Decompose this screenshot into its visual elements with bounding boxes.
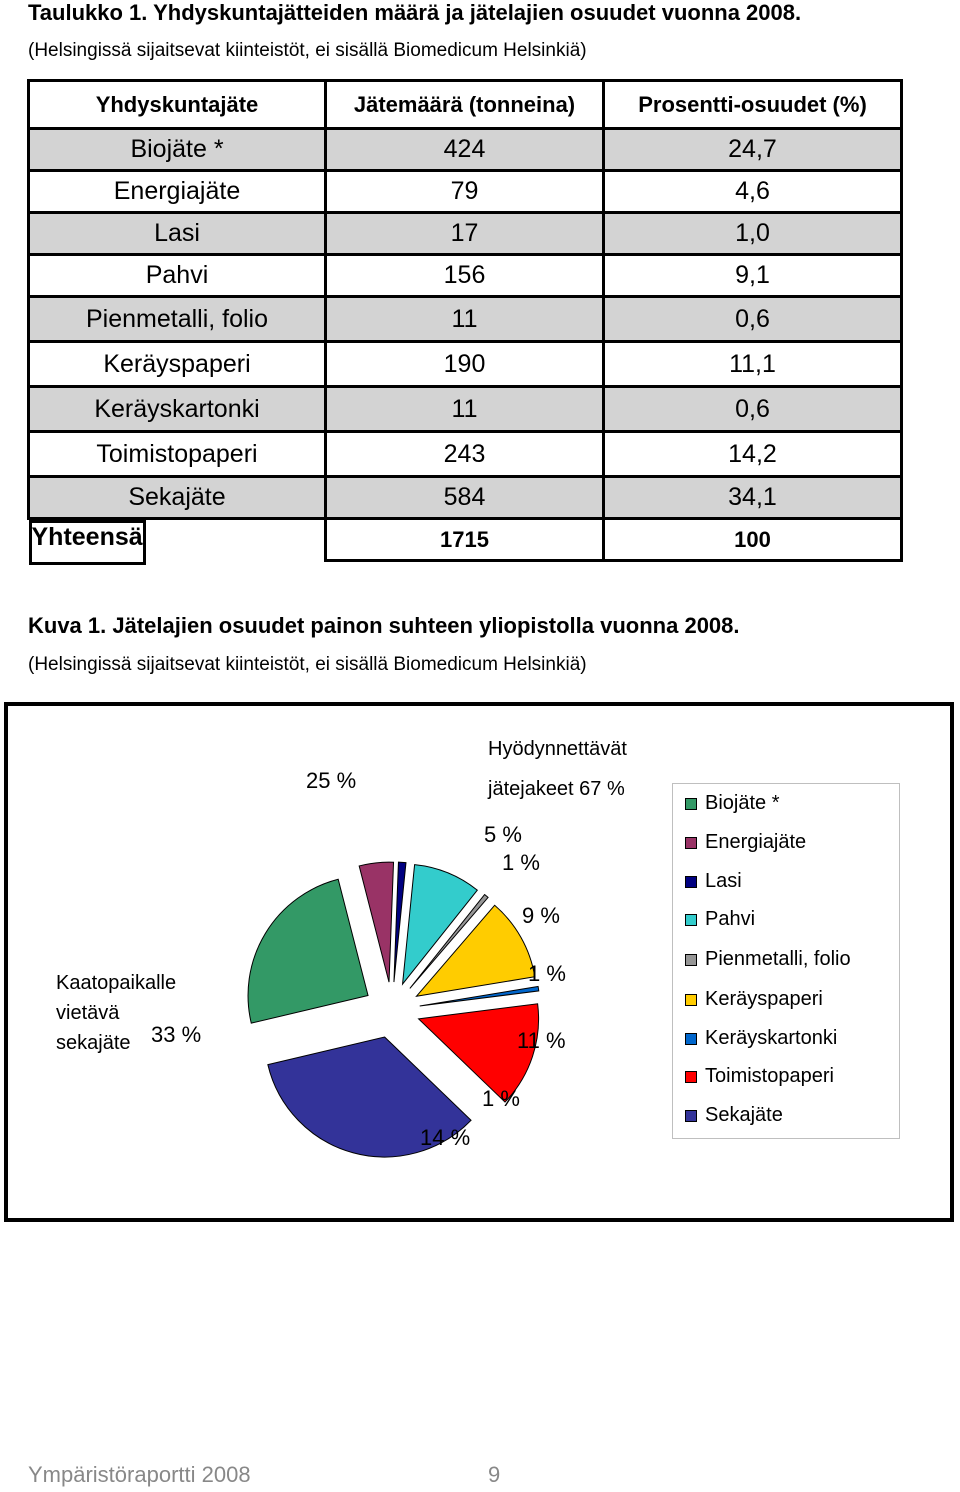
legend-item	[705, 988, 823, 1011]
legend-label: Pahvi	[705, 908, 756, 930]
recyclable-annotation-line1: Hyödynnettävät	[488, 738, 627, 760]
row-name: Keräyspaperi	[29, 342, 326, 387]
row-name: Sekajäte	[29, 477, 326, 519]
row-percent: 11,1	[604, 342, 902, 387]
chart-legend	[672, 783, 900, 1139]
slice-label-pienmetalli: 1 %	[528, 961, 566, 986]
legend-label: Keräyspaperi	[705, 988, 823, 1010]
row-percent: 0,6	[604, 297, 902, 342]
row-tonnes: 243	[326, 432, 604, 477]
column-header: Prosentti-osuudet (%)	[604, 81, 902, 129]
row-name: Toimistopaperi	[29, 432, 326, 477]
total-tonnes: 1715	[326, 519, 604, 561]
row-tonnes: 11	[326, 387, 604, 432]
landfill-annotation-line1: Kaatopaikalle	[56, 972, 177, 994]
row-name: Keräyskartonki	[29, 387, 326, 432]
row-name: Energiajäte	[29, 171, 326, 213]
legend-label: Biojäte *	[705, 792, 780, 814]
figure-subtitle: (Helsingissä sijaitsevat kiinteistöt, ei sisällä Biomedicum Helsinkiä)	[28, 654, 587, 675]
row-name: Pienmetalli, folio	[29, 297, 326, 342]
row-percent: 9,1	[604, 255, 902, 297]
row-tonnes: 17	[326, 213, 604, 255]
slice-label-lasi: 1 %	[502, 850, 540, 875]
row-percent: 24,7	[604, 129, 902, 171]
row-percent: 0,6	[604, 387, 902, 432]
table-subtitle: (Helsingissä sijaitsevat kiinteistöt, ei sisällä Biomedicum Helsinkiä)	[28, 40, 587, 61]
legend-swatch	[685, 837, 697, 849]
footer-report-name: Ympäristöraportti 2008	[28, 1462, 251, 1487]
pie-slice-biojate	[248, 879, 368, 1023]
slice-label-energiajate: 5 %	[484, 822, 522, 847]
legend-item	[705, 870, 742, 893]
total-percent: 100	[604, 519, 902, 561]
landfill-annotation-line2: vietävä	[56, 1002, 120, 1024]
row-name: Lasi	[29, 213, 326, 255]
legend-swatch	[685, 914, 697, 926]
row-tonnes: 190	[326, 342, 604, 387]
legend-label: Lasi	[705, 870, 742, 892]
slice-label-sekajate: 33 %	[151, 1022, 202, 1047]
legend-label: Toimistopaperi	[705, 1065, 834, 1087]
row-name: Pahvi	[29, 255, 326, 297]
legend-item	[705, 831, 806, 854]
legend-item	[705, 908, 755, 931]
landfill-annotation-line3: sekajäte	[56, 1032, 131, 1054]
recyclable-annotation-line2: jätejakeet 67 %	[488, 778, 625, 800]
row-tonnes: 424	[326, 129, 604, 171]
slice-label-biojate: 25 %	[306, 768, 357, 793]
legend-item	[705, 1027, 837, 1050]
legend-item	[705, 792, 780, 815]
legend-swatch	[685, 994, 697, 1006]
row-tonnes: 584	[326, 477, 604, 519]
legend-item	[705, 948, 851, 971]
total-name: Yhteensä	[29, 520, 146, 565]
row-tonnes: 156	[326, 255, 604, 297]
column-header: Yhdyskuntajäte	[29, 81, 326, 129]
figure-title: Kuva 1. Jätelajien osuudet painon suhteen yliopistolla vuonna 2008.	[28, 613, 740, 638]
row-percent: 4,6	[604, 171, 902, 213]
pie-slice-energiajate	[359, 862, 393, 982]
footer-page-number: 9	[488, 1462, 501, 1487]
legend-label: Pienmetalli, folio	[705, 948, 851, 970]
table-title: Taulukko 1. Yhdyskuntajätteiden määrä ja jätelajien osuudet vuonna 2008.	[28, 0, 802, 25]
slice-label-toimistopaperi: 14 %	[420, 1125, 471, 1150]
legend-swatch	[685, 1071, 697, 1083]
legend-label: Energiajäte	[705, 831, 807, 853]
legend-swatch	[685, 1110, 697, 1122]
slice-label-keräyskartonki: 1 %	[482, 1086, 520, 1111]
column-header: Jätemäärä (tonneina)	[326, 81, 604, 129]
legend-swatch	[685, 798, 697, 810]
legend-label: Sekajäte	[705, 1104, 783, 1126]
legend-item	[705, 1065, 834, 1088]
legend-swatch	[685, 1033, 697, 1045]
row-percent: 34,1	[604, 477, 902, 519]
row-percent: 1,0	[604, 213, 902, 255]
legend-item	[705, 1104, 783, 1127]
row-name: Biojäte *	[29, 129, 326, 171]
legend-swatch	[685, 954, 697, 966]
legend-swatch	[685, 876, 697, 888]
slice-label-kerayspaperi: 11 %	[517, 1028, 566, 1053]
legend-label: Keräyskartonki	[705, 1027, 838, 1049]
row-tonnes: 79	[326, 171, 604, 213]
row-tonnes: 11	[326, 297, 604, 342]
slice-label-pahvi: 9 %	[522, 903, 560, 928]
row-percent: 14,2	[604, 432, 902, 477]
